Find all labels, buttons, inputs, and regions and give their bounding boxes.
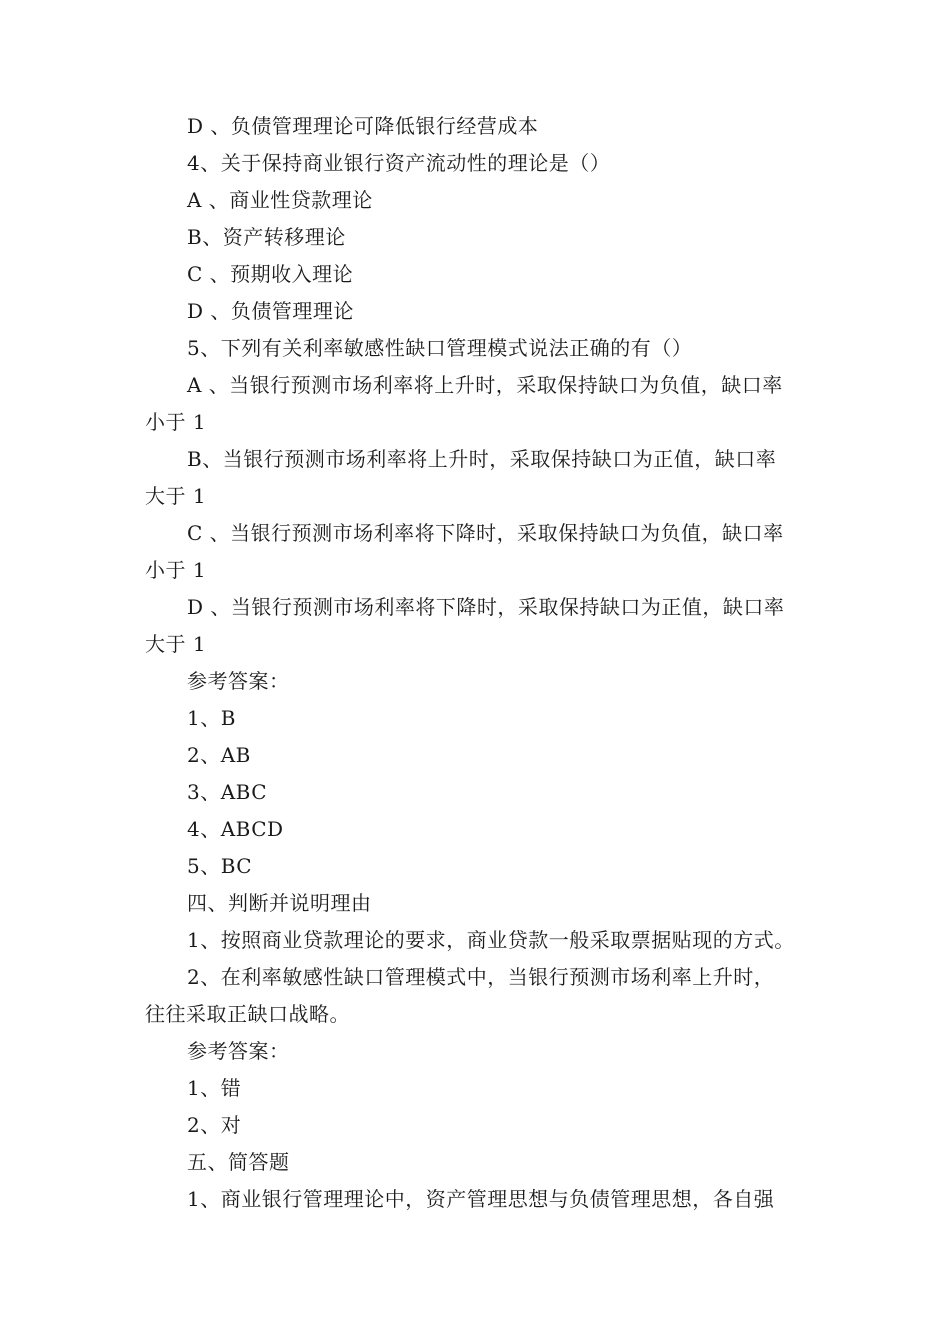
judgement-question-2-continuation: 往往采取正缺口战略。 [145,1002,350,1026]
option-d-continuation: 大于 1 [145,632,207,656]
option-c-line: C 、当银行预测市场利率将下降时，采取保持缺口为负值，缺口率 [187,521,784,545]
answer-item: 2、AB [187,743,251,767]
section-heading-short-answer: 五、简答题 [187,1150,290,1174]
option-c-line: C 、预期收入理论 [187,262,354,286]
answer-item: 1、错 [187,1076,242,1100]
question-5: 5、下列有关利率敏感性缺口管理模式说法正确的有（） [187,336,693,360]
answer-item: 4、ABCD [187,817,284,841]
option-c-continuation: 小于 1 [145,558,207,582]
option-b-line: B、当银行预测市场利率将上升时，采取保持缺口为正值，缺口率 [187,447,777,471]
document-body [145,108,815,1218]
answer-item: 1、B [187,706,236,730]
answer-item: 5、BC [187,854,253,878]
short-answer-question-1: 1、商业银行管理理论中，资产管理思想与负债管理思想，各自强 [187,1187,775,1211]
option-a-line: A 、当银行预测市场利率将上升时，采取保持缺口为负值，缺口率 [187,373,783,397]
option-d-line: D 、负债管理理论可降低银行经营成本 [187,114,539,138]
judgement-question-2: 2、在利率敏感性缺口管理模式中，当银行预测市场利率上升时， [187,965,775,989]
option-b-line: B、资产转移理论 [187,225,346,249]
answer-item: 2、对 [187,1113,242,1137]
question-4: 4、关于保持商业银行资产流动性的理论是（） [187,151,611,175]
option-a-line: A 、商业性贷款理论 [187,188,373,212]
option-d-line: D 、负债管理理论 [187,299,354,323]
option-a-continuation: 小于 1 [145,410,207,434]
judgement-question-1: 1、按照商业贷款理论的要求，商业贷款一般采取票据贴现的方式。 [187,928,795,952]
option-b-continuation: 大于 1 [145,484,207,508]
answer-key-heading: 参考答案： [187,669,290,693]
option-d-line: D 、当银行预测市场利率将下降时，采取保持缺口为正值，缺口率 [187,595,785,619]
answer-key-heading: 参考答案： [187,1039,290,1063]
answer-item: 3、ABC [187,780,268,804]
section-heading-judgement: 四、判断并说明理由 [187,891,372,915]
